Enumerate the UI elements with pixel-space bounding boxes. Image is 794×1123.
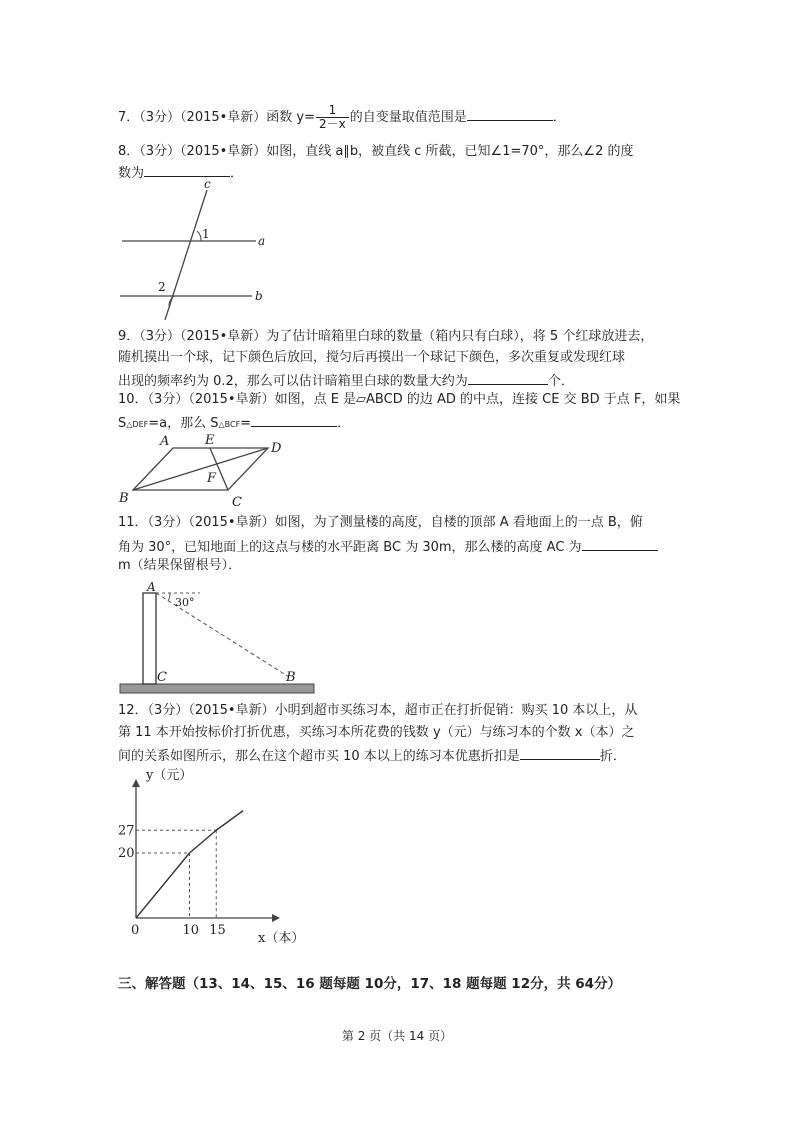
label-angle: 30° <box>175 596 195 609</box>
q8-line1: 8．（3分）（2015•阜新）如图，直线 a∥b，被直线 c 所截，已知∠1=70°，那么∠2 的度 <box>118 144 634 159</box>
x-axis-label: x（本） <box>258 931 305 946</box>
series-segment-2 <box>216 811 243 831</box>
q12-end: 折． <box>599 749 626 764</box>
q12-line3-text: 间的关系如图所示，那么在这个超市买 10 本以上的练习本优惠折扣是 <box>118 749 520 764</box>
q7-end: ． <box>552 110 566 125</box>
label-a: a <box>258 234 266 248</box>
label-C: C <box>232 495 242 510</box>
q12-line1: 12．（3分）（2015•阜新）小明到超市买练习本，超市正在打折促销：购买 10 本以上，从 <box>118 703 638 718</box>
label-B: B <box>286 670 296 685</box>
label-F: F <box>207 471 217 486</box>
q12-line2: 第 11 本开始按标价打折优惠，买练习本所花费的钱数 y（元）与练习本的个数 x（本）之 <box>118 725 635 740</box>
q9-line1: 9．（3分）（2015•阜新）为了估计暗箱里白球的数量（箱内只有白球），将 5 个红球放进去， <box>118 329 654 344</box>
page-footer: 第 2 页（共 14 页） <box>341 1029 453 1043</box>
section3-title: 三、解答题（13、14、15、16 题每题 10分，17、18 题每题 12分，共 64分） <box>118 976 622 992</box>
y-axis-arrow <box>132 779 140 787</box>
q9-end: 个． <box>547 374 574 389</box>
q11-line3: m（结果保留根号）． <box>118 558 242 573</box>
y-tick-label-20: 20 <box>118 846 135 861</box>
label-A: A <box>147 580 156 594</box>
q10-line1: 10．（3分）（2015•阜新）如图，点 E 是▱ABCD 的边 AD 的中点，连接 CE 交 BD 于点 F，如果 <box>118 392 681 407</box>
label-angle1: 1 <box>202 227 210 241</box>
label-c: c <box>204 177 211 191</box>
q11-line2-text: 角为 30°，已知地面上的这点与楼的水平距离 BC 为 30m，那么楼的高度 AC 为 <box>118 540 582 555</box>
q8-line2-text: 数为 <box>118 166 145 181</box>
q10-end: ． <box>337 416 351 431</box>
x-tick-label-15: 15 <box>209 923 226 938</box>
q10-sub1: △DEF <box>126 420 149 429</box>
label-angle2: 2 <box>158 280 166 294</box>
label-B: B <box>119 491 129 506</box>
label-D: D <box>271 441 282 456</box>
q10-mid: =a，那么 S <box>148 416 219 431</box>
x-axis-arrow <box>272 914 280 922</box>
q7-prefix: 7．（3分）（2015•阜新）函数 y= <box>118 110 316 125</box>
x-tick-label-10: 10 <box>182 923 200 938</box>
q10-s1: S <box>118 416 127 431</box>
q7-frac-den: 2－x <box>319 117 346 131</box>
label-b: b <box>255 289 263 303</box>
q8-end: ． <box>230 166 244 181</box>
q7-suffix: 的自变量取值范围是 <box>349 110 467 125</box>
label-E: E <box>205 433 215 448</box>
series-segment-1 <box>190 830 217 853</box>
series-segment-0 <box>136 853 190 918</box>
origin-label: 0 <box>131 923 140 938</box>
q9-line2: 随机摸出一个球，记下颜色后放回，搅匀后再摸出一个球记下颜色，多次重复或发现红球 <box>118 350 626 365</box>
q9-line3-text: 出现的频率约为 0.2，那么可以估计暗箱里白球的数量大约为 <box>118 374 468 389</box>
y-axis-label: y（元） <box>146 768 193 783</box>
label-C: C <box>157 670 167 685</box>
q10-eq: = <box>240 416 252 431</box>
label-A: A <box>160 434 170 449</box>
y-tick-label-27: 27 <box>118 823 135 839</box>
q7-frac-num: 1 <box>316 104 349 118</box>
q10-sub2: △BCF <box>218 420 241 429</box>
q11-line1: 11．（3分）（2015•阜新）如图，为了测量楼的高度，自楼的顶部 A 看地面上的一点 B，俯 <box>118 515 643 530</box>
